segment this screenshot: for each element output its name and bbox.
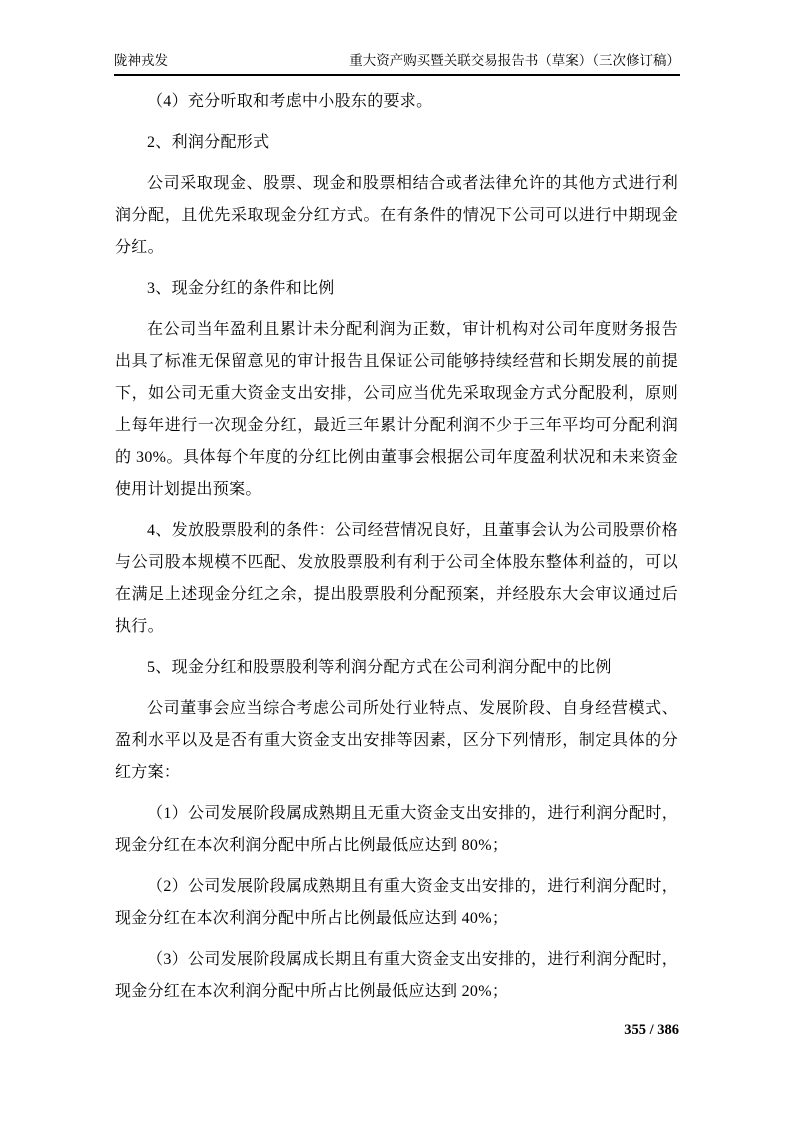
section-heading-distribution-ratio: 5、现金分红和股票股利等利润分配方式在公司利润分配中的比例 <box>147 659 612 676</box>
paragraph-minority-shareholders: （4）充分听取和考虑中小股东的要求。 <box>147 93 433 110</box>
page-header <box>114 52 680 76</box>
paragraph-mature-with-major-expenditure: （2）公司发展阶段属成熟期且有重大资金支出安排的，进行利润分配时，现金分红在本次利润分配中所占比例最低应达到 40%； <box>115 878 678 927</box>
header-company-name: 陇神戎发 <box>114 53 168 68</box>
section-heading-profit-distribution-form: 2、利润分配形式 <box>147 134 270 151</box>
paragraph-cash-dividend-conditions: 在公司当年盈利且累计未分配利润为正数，审计机构对公司年度财务报告出具了标准无保留意见的审计报告且保证公司能够持续经营和长期发展的前提下，如公司无重大资金支出安排，公司应当优先采取现金方式分配股利，原则上每年进行一次现金分红，最近三年累计分配利润不少于三年平均可分配利润的 30%。具体每个年度的分红比例由董事会根据公司年度盈利状况和未来资金使用计划提出预案。 <box>115 321 678 498</box>
document-body <box>115 86 678 1017</box>
header-report-title: 重大资产购买暨关联交易报告书（草案）（三次修订稿） <box>349 53 680 68</box>
paragraph-growth-with-major-expenditure: （3）公司发展阶段属成长期且有重大资金支出安排的，进行利润分配时，现金分红在本次利润分配中所占比例最低应达到 20%； <box>115 951 678 1000</box>
paragraph-mature-no-major-expenditure: （1）公司发展阶段属成熟期且无重大资金支出安排的，进行利润分配时，现金分红在本次利润分配中所占比例最低应达到 80%； <box>115 805 678 854</box>
page-number: 355 / 386 <box>624 1022 679 1038</box>
section-heading-cash-dividend-conditions: 3、现金分红的条件和比例 <box>147 280 335 297</box>
paragraph-stock-dividend-conditions: 4、发放股票股利的条件：公司经营情况良好，且董事会认为公司股票价格与公司股本规模不匹配、发放股票股利有利于公司全体股东整体利益的，可以在满足上述现金分红之余，提出股票股利分配预案，并经股东大会审议通过后执行。 <box>115 522 678 635</box>
paragraph-board-considerations: 公司董事会应当综合考虑公司所处行业特点、发展阶段、自身经营模式、盈利水平以及是否有重大资金支出安排等因素，区分下列情形，制定具体的分红方案： <box>115 700 678 781</box>
paragraph-distribution-methods: 公司采取现金、股票、现金和股票相结合或者法律允许的其他方式进行利润分配，且优先采取现金分红方式。在有条件的情况下公司可以进行中期现金分红。 <box>115 175 678 256</box>
